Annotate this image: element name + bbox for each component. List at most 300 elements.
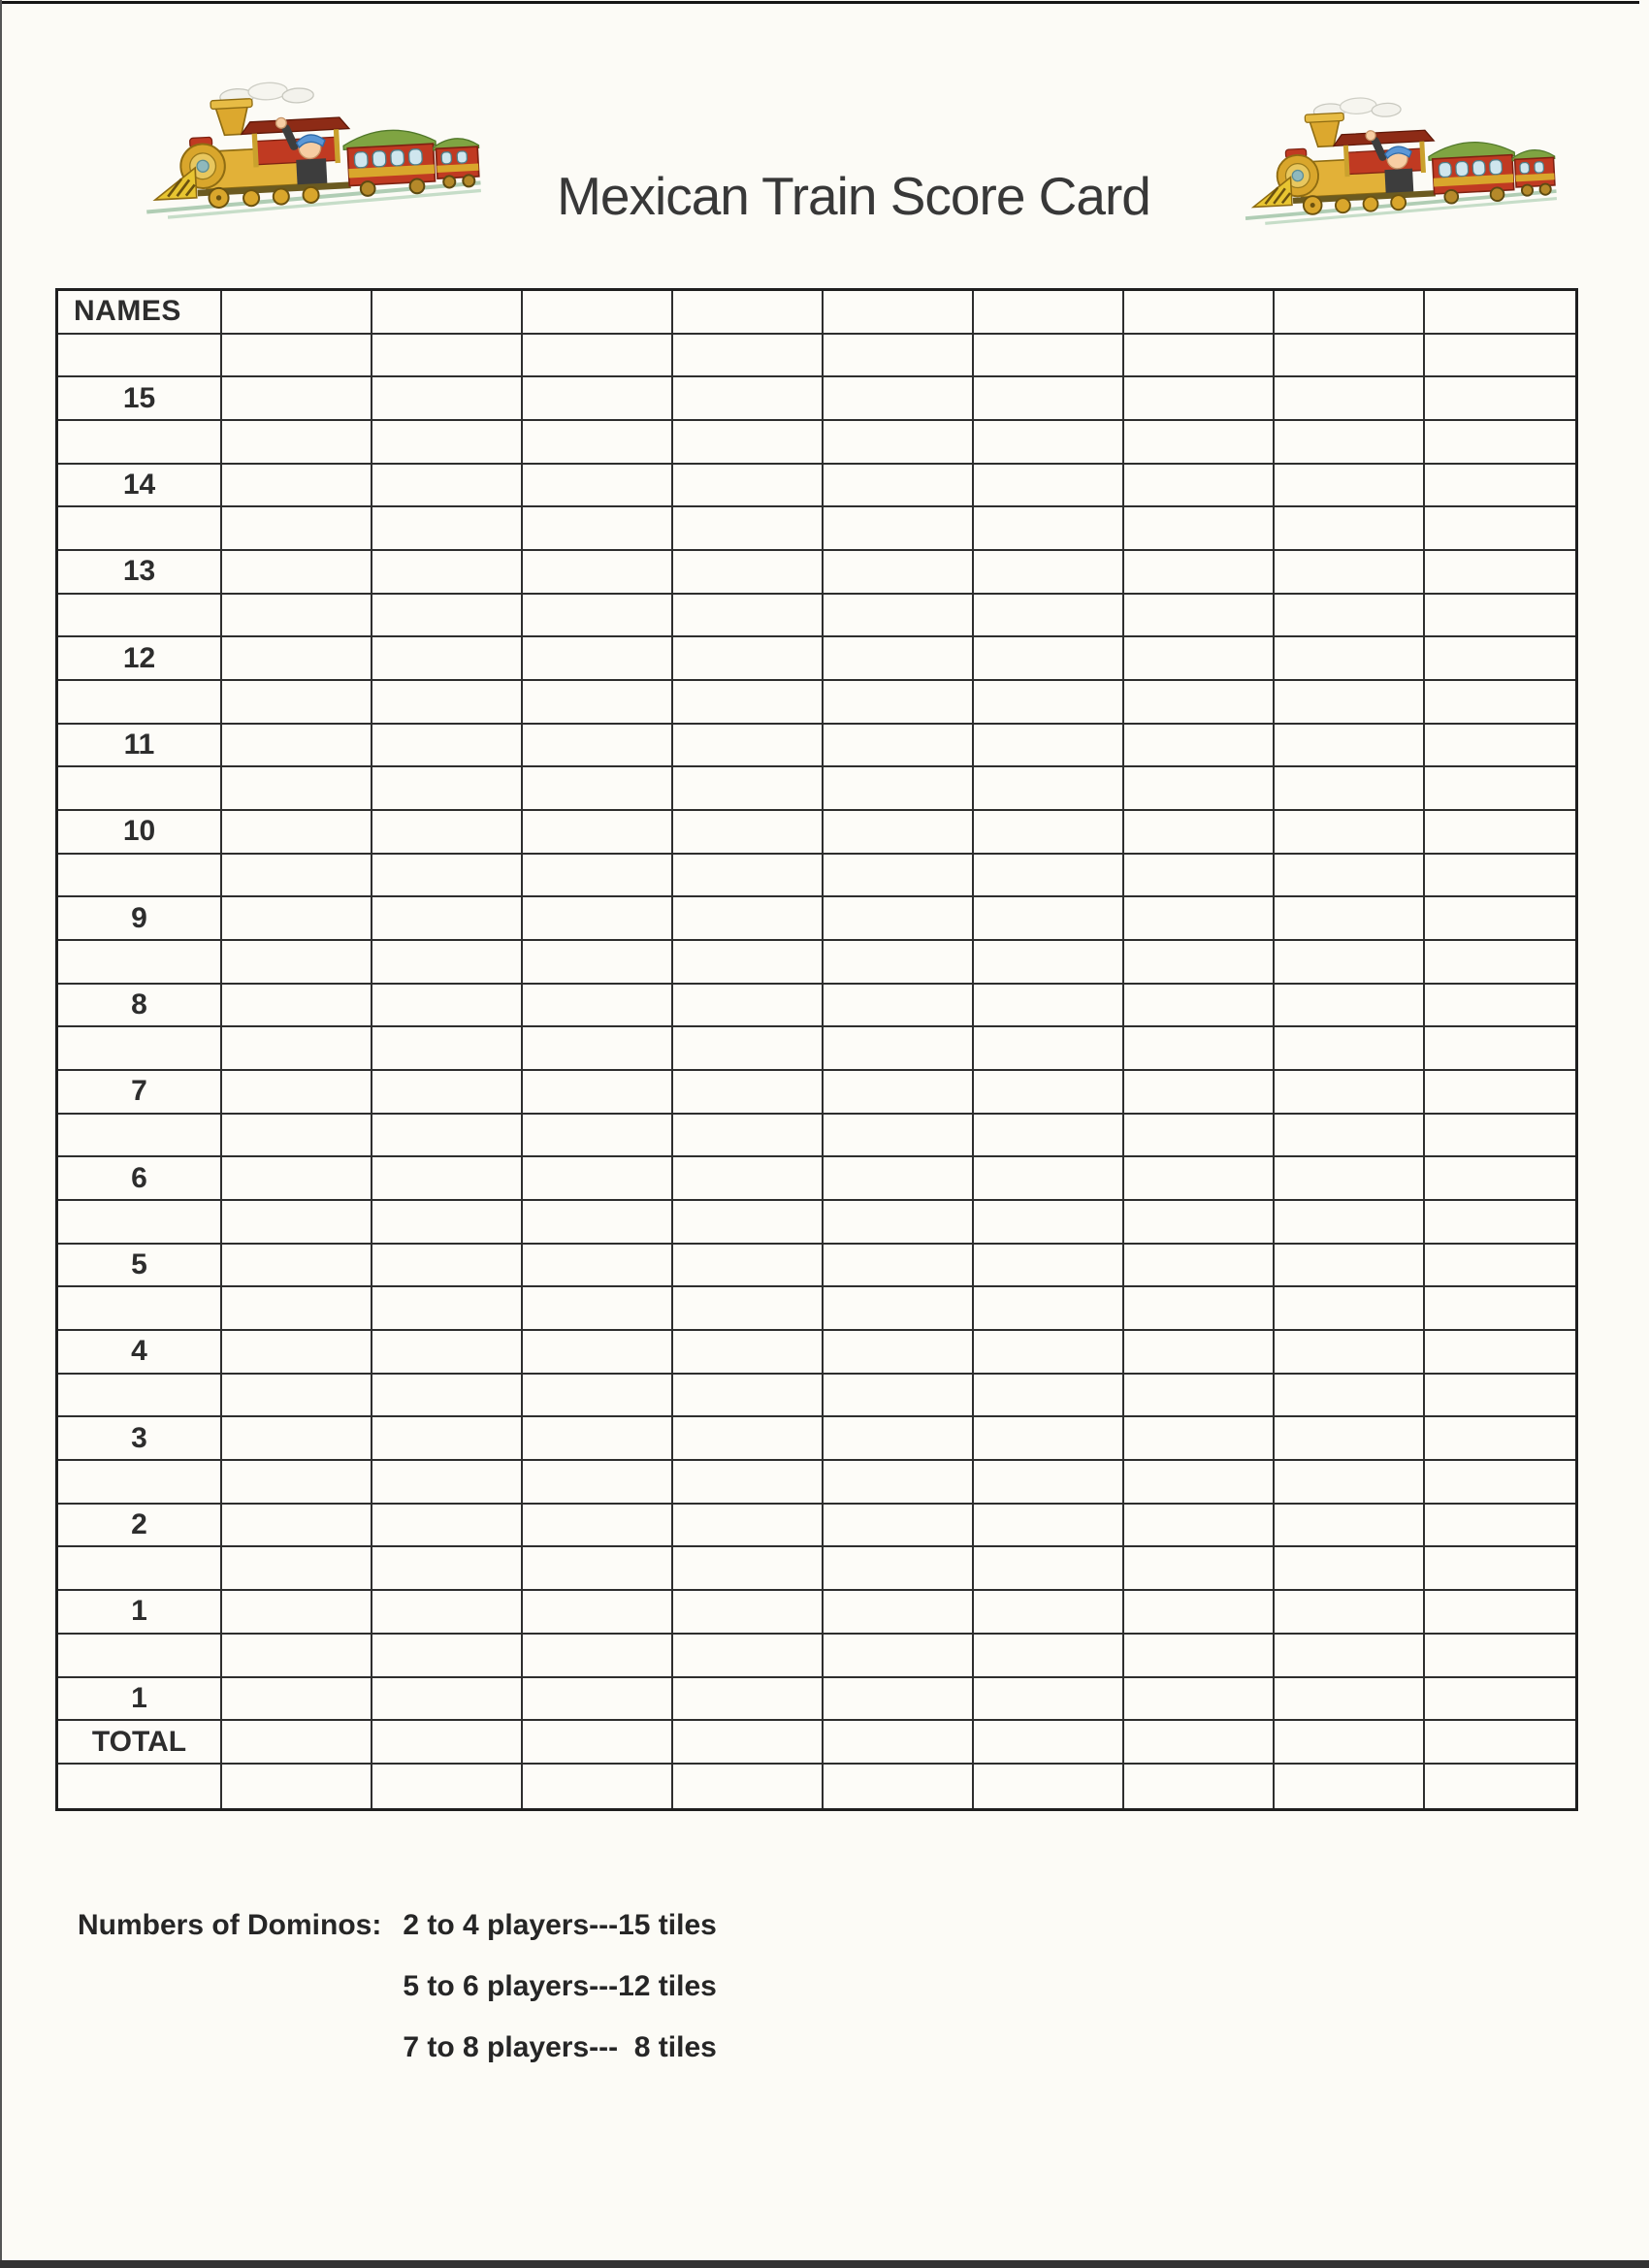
score-cell bbox=[673, 551, 824, 595]
score-cell bbox=[824, 1115, 974, 1158]
score-cell bbox=[222, 855, 372, 898]
score-cell bbox=[1275, 897, 1425, 941]
score-cell bbox=[523, 1071, 673, 1115]
row-label-cell bbox=[58, 941, 222, 985]
score-cell bbox=[222, 811, 372, 855]
score-cell bbox=[1425, 897, 1575, 941]
score-cell bbox=[1124, 377, 1275, 421]
score-cell bbox=[372, 985, 523, 1028]
row-label-cell: 11 bbox=[58, 725, 222, 768]
score-cell bbox=[1275, 335, 1425, 378]
score-cell bbox=[824, 855, 974, 898]
score-cell bbox=[974, 1157, 1124, 1201]
score-cell bbox=[673, 1287, 824, 1331]
score-cell bbox=[824, 1027, 974, 1071]
score-cell bbox=[523, 985, 673, 1028]
score-cell bbox=[673, 1461, 824, 1505]
score-cell bbox=[372, 1417, 523, 1461]
score-cell bbox=[1425, 637, 1575, 681]
row-label-cell: NAMES bbox=[58, 291, 222, 335]
score-cell bbox=[1425, 595, 1575, 638]
score-cell bbox=[824, 1331, 974, 1375]
score-cell bbox=[523, 1505, 673, 1548]
score-cell bbox=[1124, 1115, 1275, 1158]
footer-heading: Numbers of Dominos: bbox=[78, 1909, 382, 1941]
score-cell bbox=[1425, 465, 1575, 508]
score-cell bbox=[523, 377, 673, 421]
score-cell bbox=[824, 1635, 974, 1678]
score-cell bbox=[1425, 985, 1575, 1028]
score-cell bbox=[1425, 1678, 1575, 1722]
score-cell bbox=[523, 1635, 673, 1678]
score-cell bbox=[1275, 855, 1425, 898]
table-row bbox=[58, 377, 1575, 421]
score-cell bbox=[222, 725, 372, 768]
score-cell bbox=[1124, 941, 1275, 985]
score-cell bbox=[1124, 681, 1275, 725]
score-cell bbox=[974, 465, 1124, 508]
table-row bbox=[58, 1505, 1575, 1548]
score-cell bbox=[372, 897, 523, 941]
score-cell bbox=[1275, 551, 1425, 595]
score-cell bbox=[372, 941, 523, 985]
score-cell bbox=[372, 1245, 523, 1288]
row-label-cell: 4 bbox=[58, 1331, 222, 1375]
score-cell bbox=[1124, 595, 1275, 638]
score-cell bbox=[372, 335, 523, 378]
score-cell bbox=[673, 681, 824, 725]
table-row bbox=[58, 1461, 1575, 1505]
score-cell bbox=[372, 1721, 523, 1765]
score-cell bbox=[1275, 421, 1425, 465]
row-label-cell bbox=[58, 855, 222, 898]
table-row bbox=[58, 507, 1575, 551]
score-cell bbox=[372, 1375, 523, 1418]
row-label-cell: 6 bbox=[58, 1157, 222, 1201]
score-cell bbox=[974, 595, 1124, 638]
score-cell bbox=[824, 1201, 974, 1245]
score-cell bbox=[824, 1287, 974, 1331]
score-cell bbox=[974, 897, 1124, 941]
score-cell bbox=[974, 1678, 1124, 1722]
score-cell bbox=[372, 637, 523, 681]
score-cell bbox=[1124, 1287, 1275, 1331]
score-cell bbox=[372, 1765, 523, 1808]
score-cell bbox=[673, 1201, 824, 1245]
table-row bbox=[58, 1635, 1575, 1678]
score-cell bbox=[523, 1157, 673, 1201]
page-title: Mexican Train Score Card bbox=[557, 166, 1150, 226]
score-cell bbox=[372, 1071, 523, 1115]
table-row bbox=[58, 1765, 1575, 1808]
score-cell bbox=[673, 767, 824, 811]
score-cell bbox=[1124, 1547, 1275, 1591]
row-label-cell bbox=[58, 1115, 222, 1158]
score-cell bbox=[673, 421, 824, 465]
score-cell bbox=[974, 637, 1124, 681]
table-row bbox=[58, 1201, 1575, 1245]
row-label-cell: 1 bbox=[58, 1591, 222, 1635]
score-cell bbox=[523, 811, 673, 855]
table-row bbox=[58, 1071, 1575, 1115]
score-cell bbox=[523, 507, 673, 551]
score-cell bbox=[523, 1331, 673, 1375]
row-label-cell bbox=[58, 1027, 222, 1071]
footer-line: 7 to 8 players--- 8 tiles bbox=[403, 2031, 717, 2063]
score-cell bbox=[1275, 1591, 1425, 1635]
score-cell bbox=[824, 725, 974, 768]
score-cell bbox=[222, 767, 372, 811]
table-row bbox=[58, 767, 1575, 811]
score-cell bbox=[1124, 725, 1275, 768]
score-cell bbox=[1425, 1331, 1575, 1375]
row-label-cell bbox=[58, 421, 222, 465]
score-cell bbox=[222, 1721, 372, 1765]
table-row bbox=[58, 595, 1575, 638]
score-cell bbox=[1124, 1591, 1275, 1635]
score-cell bbox=[1275, 941, 1425, 985]
score-cell bbox=[523, 1461, 673, 1505]
score-cell bbox=[673, 637, 824, 681]
score-cell bbox=[1124, 421, 1275, 465]
score-cell bbox=[974, 507, 1124, 551]
score-cell bbox=[523, 551, 673, 595]
table-row bbox=[58, 465, 1575, 508]
score-cell bbox=[523, 941, 673, 985]
score-cell bbox=[974, 1375, 1124, 1418]
row-label-cell bbox=[58, 1461, 222, 1505]
footer-lines bbox=[403, 1895, 716, 2078]
score-cell bbox=[1124, 1245, 1275, 1288]
score-cell bbox=[673, 1027, 824, 1071]
score-cell bbox=[673, 985, 824, 1028]
score-cell bbox=[523, 897, 673, 941]
table-row bbox=[58, 1417, 1575, 1461]
score-cell bbox=[1275, 725, 1425, 768]
score-cell bbox=[974, 681, 1124, 725]
score-cell bbox=[1425, 551, 1575, 595]
score-cell bbox=[1425, 1375, 1575, 1418]
score-cell bbox=[372, 1461, 523, 1505]
row-label-cell: 15 bbox=[58, 377, 222, 421]
score-cell bbox=[1275, 1547, 1425, 1591]
score-cell bbox=[1275, 465, 1425, 508]
score-cell bbox=[1275, 507, 1425, 551]
score-cell bbox=[523, 1765, 673, 1808]
score-cell bbox=[1124, 1505, 1275, 1548]
score-cell bbox=[1124, 985, 1275, 1028]
score-cell bbox=[1275, 1245, 1425, 1288]
score-cell bbox=[222, 1245, 372, 1288]
score-cell bbox=[523, 1591, 673, 1635]
score-cell bbox=[1124, 1157, 1275, 1201]
table-row bbox=[58, 811, 1575, 855]
score-cell bbox=[974, 725, 1124, 768]
table-row bbox=[58, 681, 1575, 725]
score-cell bbox=[372, 1331, 523, 1375]
score-cell bbox=[372, 1547, 523, 1591]
score-cell bbox=[222, 1417, 372, 1461]
score-cell bbox=[974, 1591, 1124, 1635]
scan-edge-left bbox=[0, 0, 2, 2268]
score-cell bbox=[222, 897, 372, 941]
row-label-cell: 14 bbox=[58, 465, 222, 508]
score-cell bbox=[1425, 681, 1575, 725]
score-cell bbox=[974, 1331, 1124, 1375]
score-cell bbox=[372, 1635, 523, 1678]
score-cell bbox=[673, 595, 824, 638]
score-cell bbox=[1425, 1245, 1575, 1288]
score-cell bbox=[1124, 855, 1275, 898]
score-cell bbox=[974, 1765, 1124, 1808]
score-cell bbox=[372, 465, 523, 508]
score-cell bbox=[1275, 1765, 1425, 1808]
score-cell bbox=[1124, 507, 1275, 551]
score-cell bbox=[1425, 1505, 1575, 1548]
table-row bbox=[58, 1245, 1575, 1288]
score-cell bbox=[1124, 551, 1275, 595]
score-cell bbox=[222, 1115, 372, 1158]
table-row bbox=[58, 1027, 1575, 1071]
table-row bbox=[58, 1375, 1575, 1418]
score-cell bbox=[523, 1375, 673, 1418]
score-cell bbox=[372, 725, 523, 768]
score-cell bbox=[673, 855, 824, 898]
score-cell bbox=[673, 1375, 824, 1418]
score-cell bbox=[673, 465, 824, 508]
table-row bbox=[58, 855, 1575, 898]
score-cell bbox=[974, 855, 1124, 898]
score-cell bbox=[523, 1027, 673, 1071]
score-cell bbox=[824, 767, 974, 811]
score-cell bbox=[824, 1417, 974, 1461]
score-cell bbox=[222, 1678, 372, 1722]
table-row bbox=[58, 1115, 1575, 1158]
table-row bbox=[58, 725, 1575, 768]
score-cell bbox=[372, 1591, 523, 1635]
score-cell bbox=[974, 941, 1124, 985]
score-cell bbox=[673, 335, 824, 378]
score-cell bbox=[222, 1375, 372, 1418]
score-cell bbox=[372, 1287, 523, 1331]
score-cell bbox=[1425, 1765, 1575, 1808]
score-cell bbox=[1124, 1461, 1275, 1505]
score-cell bbox=[673, 1678, 824, 1722]
score-cell bbox=[372, 551, 523, 595]
score-cell bbox=[974, 1417, 1124, 1461]
score-cell bbox=[673, 1635, 824, 1678]
score-cell bbox=[1124, 1331, 1275, 1375]
score-cell bbox=[222, 1071, 372, 1115]
score-cell bbox=[222, 1547, 372, 1591]
score-cell bbox=[824, 897, 974, 941]
score-cell bbox=[222, 985, 372, 1028]
score-cell bbox=[974, 551, 1124, 595]
score-cell bbox=[222, 1157, 372, 1201]
score-cell bbox=[523, 767, 673, 811]
score-cell bbox=[1124, 811, 1275, 855]
scan-edge-top bbox=[0, 1, 1639, 4]
score-cell bbox=[222, 1287, 372, 1331]
score-cell bbox=[824, 465, 974, 508]
score-cell bbox=[1425, 507, 1575, 551]
score-cell bbox=[673, 1547, 824, 1591]
score-cell bbox=[222, 681, 372, 725]
score-cell bbox=[974, 1547, 1124, 1591]
score-cell bbox=[523, 1417, 673, 1461]
score-cell bbox=[824, 1721, 974, 1765]
score-cell bbox=[523, 1547, 673, 1591]
score-cell bbox=[1425, 1547, 1575, 1591]
score-cell bbox=[974, 811, 1124, 855]
row-label-cell: 7 bbox=[58, 1071, 222, 1115]
score-cell bbox=[1425, 1115, 1575, 1158]
score-cell bbox=[673, 1071, 824, 1115]
score-cell bbox=[1425, 1287, 1575, 1331]
score-cell bbox=[523, 855, 673, 898]
score-cell bbox=[673, 941, 824, 985]
row-label-cell: 9 bbox=[58, 897, 222, 941]
score-cell bbox=[372, 377, 523, 421]
score-cell bbox=[372, 595, 523, 638]
score-cell bbox=[1275, 1635, 1425, 1678]
score-cell bbox=[1275, 1071, 1425, 1115]
row-label-cell bbox=[58, 335, 222, 378]
row-label-cell: 3 bbox=[58, 1417, 222, 1461]
score-cell bbox=[372, 421, 523, 465]
score-cell bbox=[673, 507, 824, 551]
score-cell bbox=[824, 1678, 974, 1722]
score-cell bbox=[673, 1331, 824, 1375]
footer-note bbox=[78, 1895, 717, 2078]
table-row bbox=[58, 941, 1575, 985]
row-label-cell bbox=[58, 681, 222, 725]
score-cell bbox=[1425, 1027, 1575, 1071]
row-label-cell bbox=[58, 1375, 222, 1418]
score-cell bbox=[222, 595, 372, 638]
footer-line: 2 to 4 players---15 tiles bbox=[403, 1909, 717, 1941]
score-cell bbox=[1124, 1721, 1275, 1765]
score-cell bbox=[372, 1678, 523, 1722]
score-cell bbox=[824, 811, 974, 855]
score-cell bbox=[974, 1287, 1124, 1331]
row-label-cell bbox=[58, 1635, 222, 1678]
score-cell bbox=[673, 1157, 824, 1201]
score-cell bbox=[372, 681, 523, 725]
row-label-cell: 12 bbox=[58, 637, 222, 681]
score-cell bbox=[222, 1201, 372, 1245]
score-cell bbox=[523, 291, 673, 335]
score-cell bbox=[974, 291, 1124, 335]
score-cell bbox=[1275, 1201, 1425, 1245]
score-cell bbox=[222, 1635, 372, 1678]
score-cell bbox=[974, 1027, 1124, 1071]
scan-edge-bottom bbox=[0, 2260, 1649, 2268]
score-cell bbox=[222, 377, 372, 421]
score-cell bbox=[824, 1245, 974, 1288]
score-cell bbox=[673, 897, 824, 941]
score-cell bbox=[1275, 595, 1425, 638]
score-cell bbox=[222, 335, 372, 378]
score-cell bbox=[974, 421, 1124, 465]
score-cell bbox=[1275, 1375, 1425, 1418]
score-cell bbox=[1275, 637, 1425, 681]
score-cell bbox=[523, 1678, 673, 1722]
score-cell bbox=[1275, 1157, 1425, 1201]
score-cell bbox=[523, 1721, 673, 1765]
row-label-cell bbox=[58, 767, 222, 811]
score-cell bbox=[824, 1071, 974, 1115]
score-cell bbox=[1275, 1461, 1425, 1505]
score-cell bbox=[1425, 421, 1575, 465]
score-cell bbox=[824, 1547, 974, 1591]
row-label-cell: TOTAL bbox=[58, 1721, 222, 1765]
score-cell bbox=[974, 985, 1124, 1028]
score-cell bbox=[1425, 725, 1575, 768]
score-cell bbox=[222, 507, 372, 551]
score-cell bbox=[673, 1417, 824, 1461]
score-cell bbox=[1275, 1115, 1425, 1158]
score-cell bbox=[673, 725, 824, 768]
score-cell bbox=[824, 1375, 974, 1418]
score-cell bbox=[673, 291, 824, 335]
score-cell bbox=[824, 291, 974, 335]
table-row bbox=[58, 985, 1575, 1028]
score-cell bbox=[1425, 1461, 1575, 1505]
score-cell bbox=[1275, 681, 1425, 725]
table-row bbox=[58, 335, 1575, 378]
score-cell bbox=[222, 465, 372, 508]
score-cell bbox=[1275, 985, 1425, 1028]
score-cell bbox=[222, 1591, 372, 1635]
score-cell bbox=[824, 1157, 974, 1201]
score-cell bbox=[1124, 1201, 1275, 1245]
table-row bbox=[58, 551, 1575, 595]
score-cell bbox=[372, 1027, 523, 1071]
score-cell bbox=[824, 1591, 974, 1635]
score-cell bbox=[1425, 1417, 1575, 1461]
score-cell bbox=[372, 1115, 523, 1158]
score-cell bbox=[974, 1201, 1124, 1245]
score-cell bbox=[974, 1071, 1124, 1115]
score-cell bbox=[1124, 335, 1275, 378]
score-cell bbox=[222, 1461, 372, 1505]
score-cell bbox=[523, 725, 673, 768]
score-cell bbox=[673, 1115, 824, 1158]
row-label-cell: 1 bbox=[58, 1678, 222, 1722]
score-cell bbox=[824, 637, 974, 681]
score-cell bbox=[1275, 1331, 1425, 1375]
score-cell bbox=[523, 465, 673, 508]
table-row bbox=[58, 1287, 1575, 1331]
score-cell bbox=[1425, 291, 1575, 335]
score-cell bbox=[673, 1245, 824, 1288]
score-cell bbox=[1275, 291, 1425, 335]
score-cell bbox=[824, 335, 974, 378]
score-cell bbox=[1124, 465, 1275, 508]
table-row bbox=[58, 1721, 1575, 1765]
score-cell bbox=[1275, 1417, 1425, 1461]
score-cell bbox=[523, 1201, 673, 1245]
score-cell bbox=[974, 1505, 1124, 1548]
score-cell bbox=[372, 1505, 523, 1548]
score-cell bbox=[1275, 1287, 1425, 1331]
score-cell bbox=[673, 1721, 824, 1765]
score-cell bbox=[1124, 1027, 1275, 1071]
score-cell bbox=[974, 1635, 1124, 1678]
score-cell bbox=[673, 1505, 824, 1548]
table-row bbox=[58, 1678, 1575, 1722]
